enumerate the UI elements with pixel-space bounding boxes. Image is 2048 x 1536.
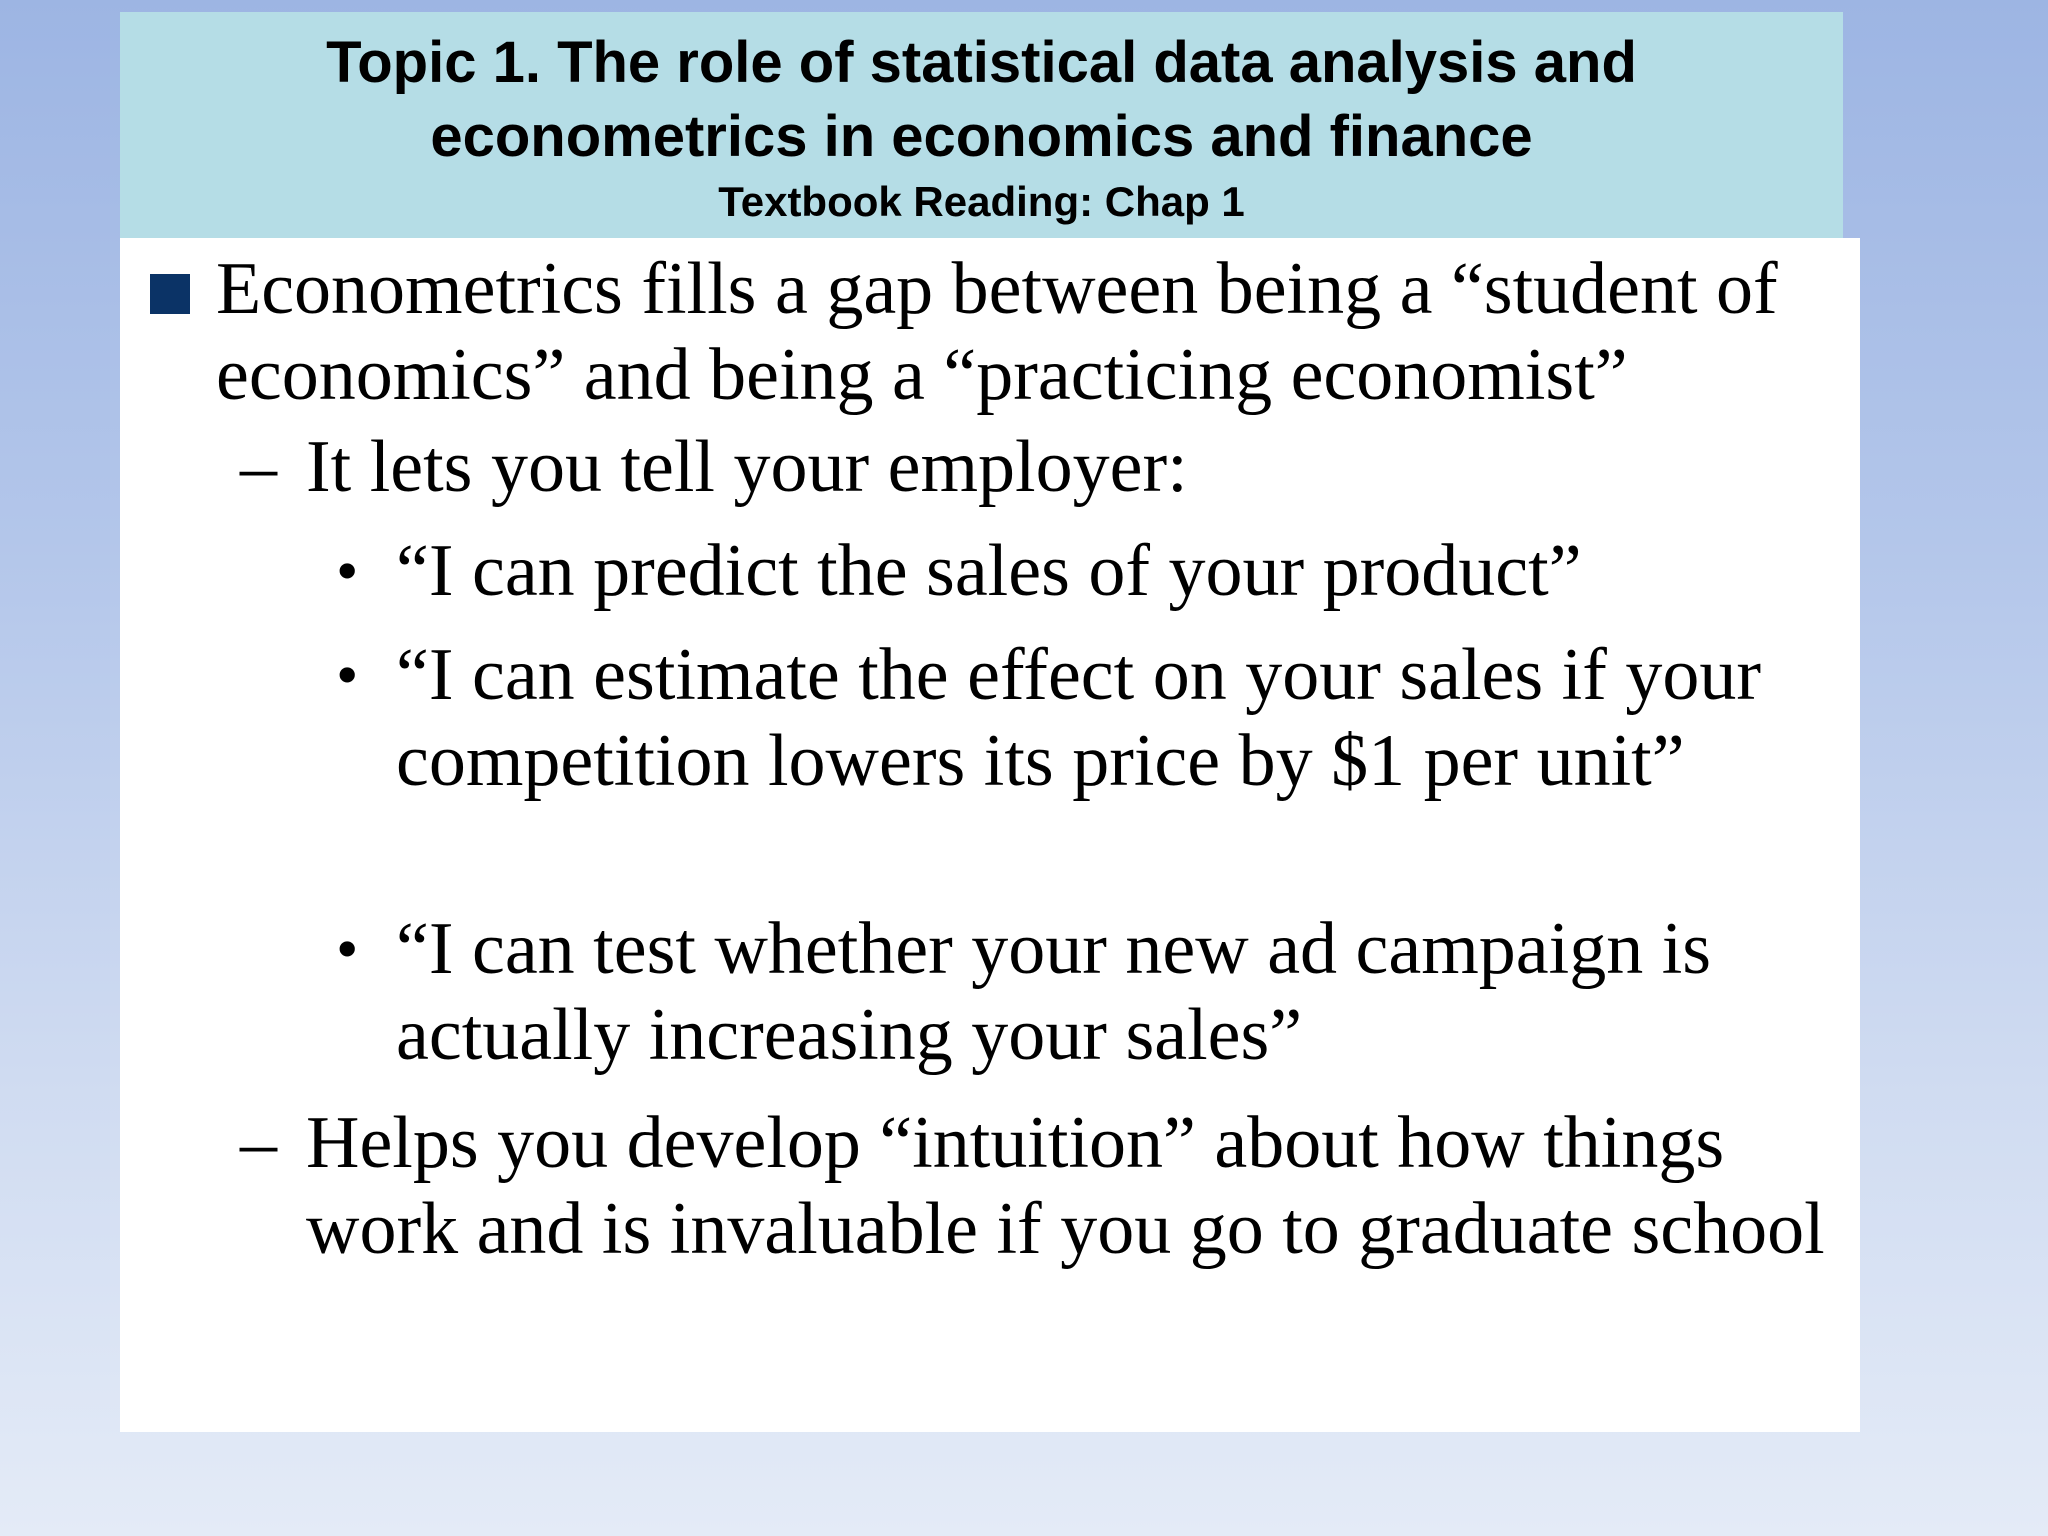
square-bullet-icon xyxy=(150,274,190,314)
slide-body xyxy=(120,238,1860,1432)
slide-title-box xyxy=(120,12,1843,238)
bullet-text: “I can estimate the effect on your sales if your competition lowers its price by $1 per unit” xyxy=(396,634,1762,802)
bullet-level1-item xyxy=(216,246,1826,418)
bullet-level3-item xyxy=(336,906,1836,1078)
bullet-text: Econometrics fills a gap between being a “student of economics” and being a “practicing economist” xyxy=(216,248,1778,416)
bullet-text: “I can test whether your new ad campaign is actually increasing your sales” xyxy=(396,908,1712,1076)
slide xyxy=(120,12,1860,1432)
bullet-level2-item xyxy=(240,1100,1846,1272)
slide-title-line-2: econometrics in economics and finance xyxy=(430,104,1533,169)
bullet-text: It lets you tell your employer: xyxy=(306,426,1188,508)
bullet-text: Helps you develop “intuition” about how things work and is invaluable if you go to graduate school xyxy=(306,1102,1825,1270)
dash-bullet-icon: – xyxy=(240,426,277,508)
slide-title-line-1: Topic 1. The role of statistical data analysis and xyxy=(326,30,1637,95)
slide-subtitle: Textbook Reading: Chap 1 xyxy=(718,178,1245,225)
bullet-level3-item xyxy=(336,528,1836,614)
bullet-text: “I can predict the sales of your product” xyxy=(396,530,1582,612)
dot-bullet-icon: • xyxy=(336,639,359,710)
bullet-level2-item xyxy=(240,424,1846,510)
dash-bullet-icon: – xyxy=(240,1102,277,1184)
dot-bullet-icon: • xyxy=(336,913,359,984)
bullet-level3-item xyxy=(336,632,1796,804)
dot-bullet-icon: • xyxy=(336,535,359,606)
